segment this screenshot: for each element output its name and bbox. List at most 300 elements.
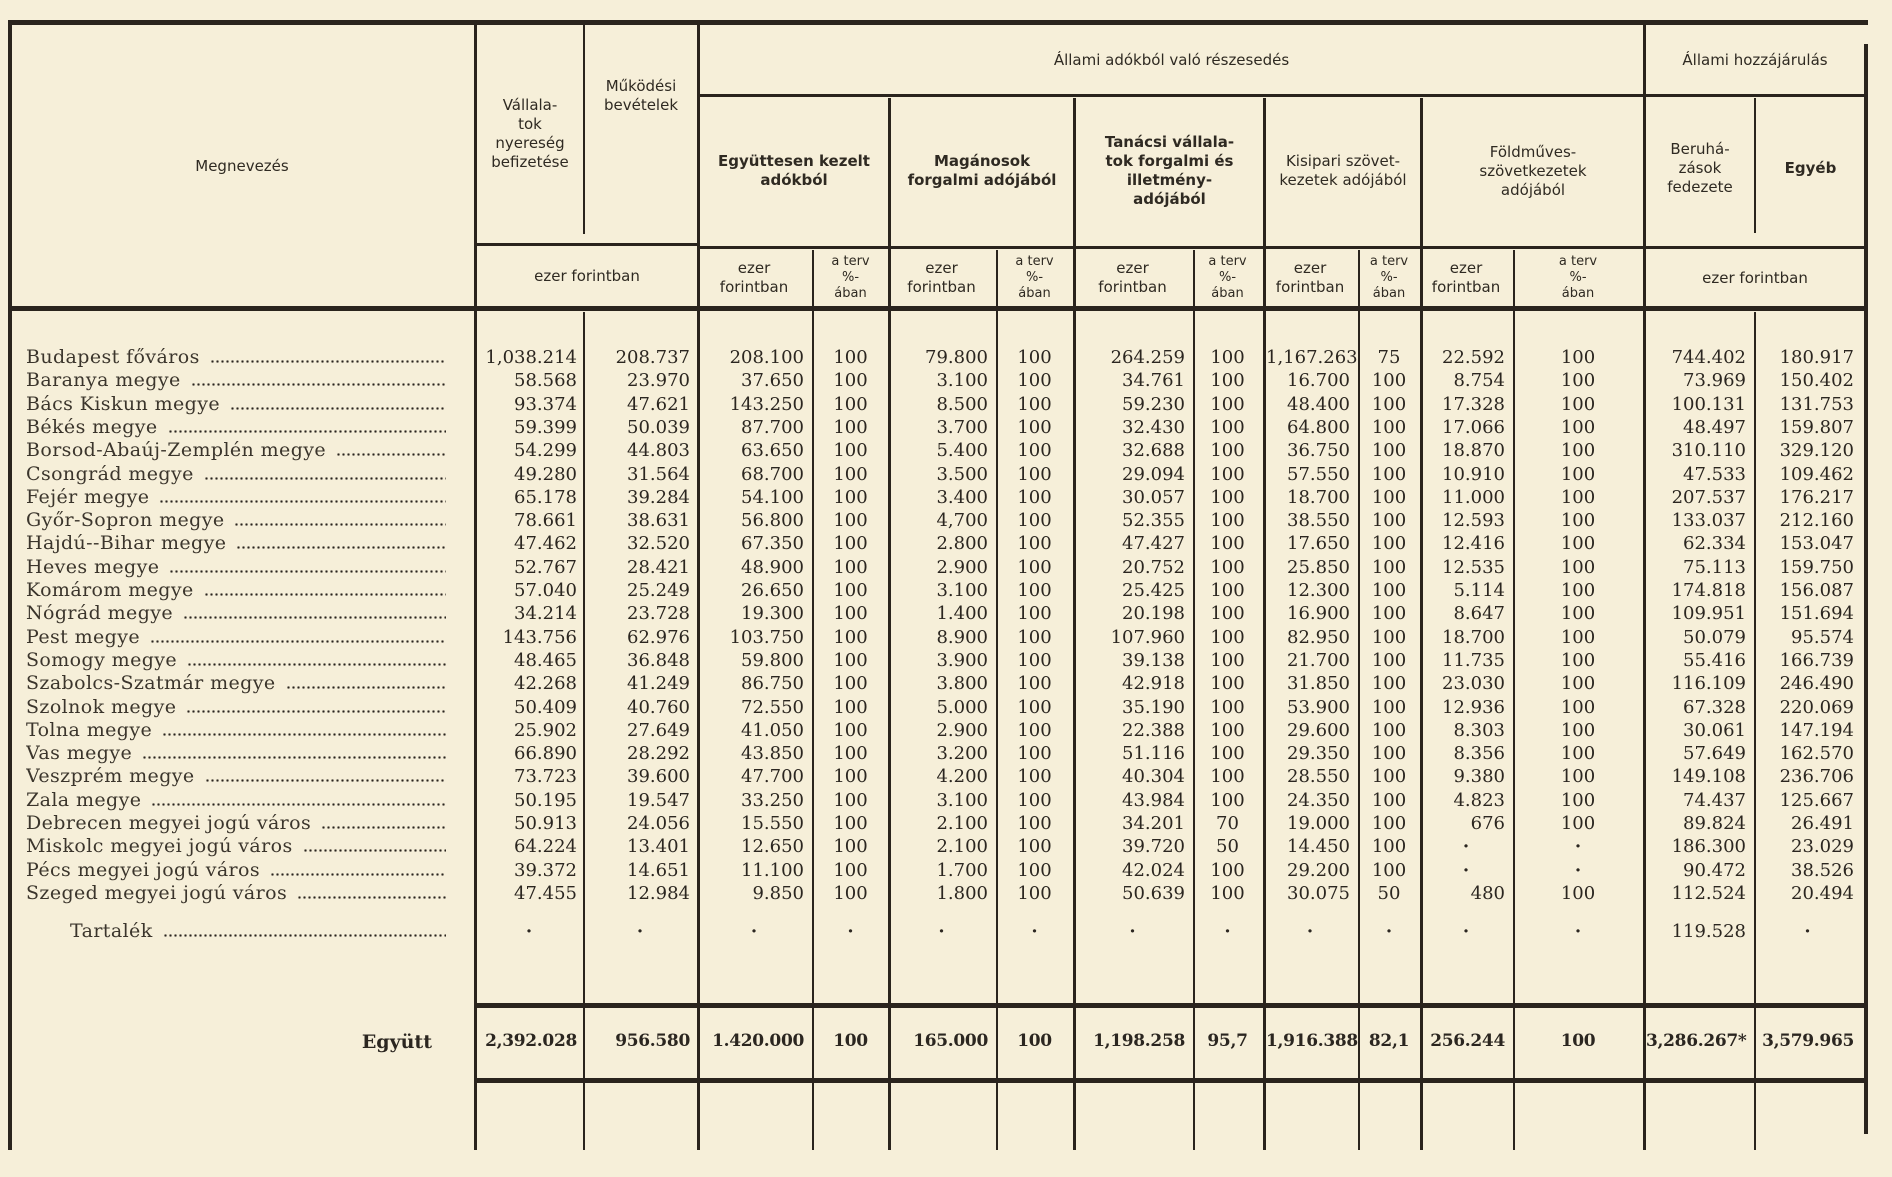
cell-value: 47.455 (514, 883, 577, 904)
cell-value: 143.250 (729, 394, 804, 415)
cell-value: 23.970 (627, 370, 690, 391)
cell-value: · (938, 921, 945, 942)
cell-value: 100 (1210, 487, 1245, 508)
cell-value: 48.400 (1287, 394, 1350, 415)
cell-value: 39.720 (1122, 836, 1185, 857)
cell-value: 34.214 (514, 603, 577, 624)
cell-value: 24.350 (1287, 790, 1350, 811)
leader-dots (205, 779, 446, 782)
row-name (26, 369, 446, 392)
cell-value: 59.800 (741, 650, 804, 671)
cell-value: 3.500 (936, 464, 988, 485)
cell-value: 208.737 (615, 347, 690, 368)
cell-value: 1,198.258 (1093, 1031, 1185, 1051)
header-kisipari: Kisipari szövet- kezetek adójából (1279, 152, 1407, 189)
cell-value: 100 (1210, 603, 1245, 624)
cell-value: 40.760 (627, 697, 690, 718)
cell-value: 100 (1017, 720, 1052, 741)
cell-value: 100 (1017, 394, 1052, 415)
cell-value: 100 (1371, 650, 1407, 671)
cell-value: 100 (1017, 487, 1052, 508)
cell-value: 100 (833, 464, 868, 485)
cell-value: 89.824 (1683, 813, 1746, 834)
cell-value: 75 (1377, 347, 1401, 368)
cell-value: 100 (833, 370, 868, 391)
cell-value: 47.533 (1683, 464, 1746, 485)
cell-value: 100 (1560, 603, 1596, 624)
col-rule-e1 (812, 250, 814, 1150)
row-name (26, 696, 446, 719)
cell-value: 14.450 (1287, 836, 1350, 857)
row-name-text: Komárom megye (26, 579, 194, 601)
cell-value: 44.803 (627, 440, 690, 461)
cell-value: 50 (1377, 883, 1401, 904)
cell-value: 95.574 (1791, 627, 1854, 648)
cell-value: 100 (833, 697, 868, 718)
cell-value: 100 (1210, 370, 1245, 391)
cell-value: 100 (1560, 557, 1596, 578)
leader-dots (150, 640, 446, 643)
cell-value: · (1031, 921, 1038, 942)
header-unit-terv: a terv %- ában (1369, 254, 1409, 301)
cell-value: 156.087 (1779, 580, 1854, 601)
cell-value: 256.244 (1430, 1031, 1505, 1051)
cell-value: 3,286.267* (1646, 1031, 1747, 1051)
cell-value: 207.537 (1671, 487, 1746, 508)
leader-dots (234, 523, 446, 526)
cell-value: 90.472 (1683, 860, 1746, 881)
row-name-text: Fejér megye (26, 486, 150, 508)
cell-value: 100 (1017, 533, 1052, 554)
leader-dots (210, 360, 446, 363)
header-unit-terv: a terv %- ában (1208, 254, 1247, 301)
cell-value: 100 (1371, 790, 1407, 811)
row-name (26, 393, 446, 416)
row-name-text: Bács Kiskun megye (26, 393, 220, 415)
header-unit-terv: a terv %- ában (1015, 254, 1054, 301)
cell-value: 8.303 (1453, 720, 1505, 741)
cell-value: 12.593 (1442, 510, 1505, 531)
header-beruhazasok: Beruhá- zások fedezete (1667, 139, 1733, 196)
row-name-text: Tartalék (70, 920, 153, 942)
leader-dots (336, 453, 446, 456)
cell-value: 100 (1210, 650, 1245, 671)
cell-value: 1.400 (936, 603, 988, 624)
leader-dots (321, 826, 446, 829)
header-unit-ezer: ezer forintban (907, 259, 976, 296)
cell-value: 17.066 (1442, 417, 1505, 438)
leader-dots (142, 756, 446, 759)
cell-value: 100 (1560, 510, 1596, 531)
cell-value: 30.075 (1287, 883, 1350, 904)
cell-value: 27.649 (627, 720, 690, 741)
cell-value: 131.753 (1779, 394, 1854, 415)
cell-value: 100 (1210, 883, 1245, 904)
cell-value: · (750, 921, 758, 942)
cell-value: 100 (1210, 464, 1245, 485)
cell-value: 109.462 (1779, 464, 1854, 485)
cell-value: 9.380 (1453, 766, 1505, 787)
cell-value: 47.462 (514, 533, 577, 554)
row-name-text: Nógrád megye (26, 602, 174, 624)
row-name-text: Békés megye (26, 416, 158, 438)
cell-value: 100 (1210, 557, 1245, 578)
cell-value: 100 (833, 580, 868, 601)
row-name-text: Vas megye (26, 742, 133, 764)
cell-value: 100 (1210, 580, 1245, 601)
cell-value: 100 (833, 417, 868, 438)
cell-value: 52.355 (1122, 510, 1185, 531)
leader-dots (169, 570, 446, 573)
row-name-text: Heves megye (26, 556, 160, 578)
cell-value: 100 (1210, 510, 1245, 531)
header-egyeb: Egyéb (1784, 158, 1837, 177)
row-name-text: Somogy megye (26, 649, 178, 671)
cell-value: 1,038.214 (485, 347, 577, 368)
cell-value: 66.890 (514, 743, 577, 764)
cell-value: 18.700 (1287, 487, 1350, 508)
row-name (26, 765, 446, 788)
header-unit-ezer: ezer forintban (719, 259, 789, 296)
cell-value: · (1462, 921, 1470, 942)
cell-value: 57.040 (514, 580, 577, 601)
cell-value: 2.900 (936, 557, 988, 578)
right-border (1864, 44, 1868, 1134)
cell-value: 67.350 (741, 533, 804, 554)
cell-value: 9.850 (752, 883, 804, 904)
cell-value: 28.292 (627, 743, 690, 764)
cell-value: 676 (1470, 813, 1505, 834)
cell-value: 100 (1017, 673, 1052, 694)
row-name-text: Pest megye (26, 626, 141, 648)
col-rule-vallalatok (583, 24, 585, 234)
cell-value: · (1574, 836, 1582, 857)
row-name-text: Szabolcs-Szatmár megye (26, 672, 276, 694)
cell-value: 8.500 (936, 394, 988, 415)
cell-value: 100 (1210, 394, 1245, 415)
cell-value: 103.750 (729, 627, 804, 648)
cell-value: 29.200 (1287, 860, 1350, 881)
row-name (26, 719, 446, 742)
row-name (26, 579, 446, 602)
cell-value: 1.420.000 (712, 1031, 804, 1051)
leader-dots (191, 383, 446, 386)
row-name (26, 812, 446, 835)
cell-value: 100 (1560, 673, 1596, 694)
cell-value: 100 (1210, 697, 1245, 718)
cell-value: 100 (1560, 697, 1596, 718)
cell-value: 30.057 (1122, 487, 1185, 508)
cell-value: 100.131 (1671, 394, 1746, 415)
col-rule-e2 (996, 250, 998, 1150)
cell-value: 64.800 (1287, 417, 1350, 438)
cell-value: 147.194 (1779, 720, 1854, 741)
cell-value: · (1462, 836, 1470, 857)
cell-value: 4.823 (1453, 790, 1505, 811)
leader-dots (286, 686, 446, 689)
cell-value: 32.520 (627, 533, 690, 554)
row-name (26, 835, 446, 858)
cell-value: 150.402 (1779, 370, 1854, 391)
cell-value: 100 (1017, 440, 1052, 461)
row-name (26, 556, 446, 579)
cell-value: 48.900 (741, 557, 804, 578)
cell-value: 100 (1560, 394, 1596, 415)
cell-value: 100 (1017, 627, 1052, 648)
header-unit-ezer: ezer forintban (1098, 259, 1167, 296)
cell-value: 100 (1371, 440, 1407, 461)
cell-value: 236.706 (1779, 766, 1854, 787)
cell-value: 82.950 (1287, 627, 1350, 648)
row-name-text: Csongrád megye (26, 463, 194, 485)
cell-value: 149.108 (1671, 766, 1746, 787)
header-egyuttesen: Együttesen kezelt adókból (718, 152, 870, 189)
cell-value: · (1804, 921, 1811, 942)
cell-value: 107.960 (1110, 627, 1185, 648)
cell-value: 100 (1017, 813, 1052, 834)
cell-value: 59.399 (514, 417, 577, 438)
cell-value: 50.195 (514, 790, 577, 811)
cell-value: 100 (1560, 347, 1596, 368)
cell-value: 47.700 (741, 766, 804, 787)
cell-value: 100 (1371, 603, 1407, 624)
row-name-text: Győr-Sopron megye (26, 509, 225, 531)
cell-value: 87.700 (741, 417, 804, 438)
cell-value: 100 (833, 603, 868, 624)
cell-value: 8.647 (1453, 603, 1505, 624)
row-name-text: Miskolc megyei jogú város (26, 835, 293, 857)
col-rule-e4 (1358, 250, 1360, 1150)
total-bottom-rule (475, 1078, 1868, 1083)
cell-value: 43.850 (741, 743, 804, 764)
cell-value: 19.547 (627, 790, 690, 811)
cell-value: 48.465 (514, 650, 577, 671)
cell-value: 47.427 (1122, 533, 1185, 554)
cell-value: 100 (1371, 417, 1407, 438)
header-unit-ezer: ezer forintban (1275, 259, 1345, 296)
leader-dots (236, 546, 446, 549)
cell-value: 1,167.263 (1266, 347, 1358, 368)
cell-value: 100 (1371, 836, 1407, 857)
cell-value: 54.299 (514, 440, 577, 461)
cell-value: 63.650 (741, 440, 804, 461)
header-allami-hozzajarulas: Állami hozzájárulás (1682, 51, 1828, 69)
cell-value: 67.328 (1683, 697, 1746, 718)
cell-value: 36.848 (627, 650, 690, 671)
cell-value: 38.631 (627, 510, 690, 531)
cell-value: 176.217 (1779, 487, 1854, 508)
cell-value: 23.029 (1791, 836, 1854, 857)
cell-value: 100 (1017, 766, 1052, 787)
cell-value: 100 (1560, 790, 1596, 811)
cell-value: 12.416 (1442, 533, 1505, 554)
cell-value: 100 (1017, 417, 1052, 438)
cell-value: 28.550 (1287, 766, 1350, 787)
cell-value: 51.116 (1122, 743, 1185, 764)
cell-value: 72.550 (741, 697, 804, 718)
cell-value: 11.735 (1442, 650, 1505, 671)
cell-value: 100 (1371, 487, 1407, 508)
cell-value: 26.491 (1791, 813, 1854, 834)
cell-value: 4.200 (936, 766, 988, 787)
cell-value: 100 (833, 813, 868, 834)
cell-value: 165.000 (913, 1031, 988, 1051)
cell-value: · (1224, 921, 1231, 942)
cell-value: 50.409 (514, 697, 577, 718)
cell-value: 2.100 (936, 836, 988, 857)
cell-value: 100 (1560, 883, 1596, 904)
cell-value: 329.120 (1779, 440, 1854, 461)
cell-value: 310.110 (1671, 440, 1746, 461)
cell-value: 100 (1560, 580, 1596, 601)
col-rule-beruhazas-body (1754, 312, 1756, 1150)
cell-value: 38.550 (1287, 510, 1350, 531)
cell-value: · (1462, 860, 1470, 881)
cell-value: 23.728 (627, 603, 690, 624)
cell-value: 956.580 (615, 1031, 690, 1051)
cell-value: 26.650 (741, 580, 804, 601)
cell-value: 93.374 (514, 394, 577, 415)
row-name (26, 416, 446, 439)
cell-value: 100 (1560, 464, 1596, 485)
cell-value: 100 (833, 1031, 868, 1051)
row-name-text: Budapest főváros (26, 346, 200, 368)
cell-value: 100 (1210, 533, 1245, 554)
col-rule-vallalatok-body (583, 312, 585, 1150)
cell-value: 109.951 (1671, 603, 1746, 624)
row-name (26, 672, 446, 695)
row-name-text: Baranya megye (26, 369, 181, 391)
cell-value: 100 (1017, 580, 1052, 601)
header-unit-ezer: ezer forintban (1431, 259, 1501, 296)
leader-dots (204, 477, 446, 480)
cell-value: 2,392.028 (485, 1031, 577, 1051)
leader-dots (297, 896, 446, 899)
cell-value: 11.100 (741, 860, 804, 881)
cell-value: 8.754 (1453, 370, 1505, 391)
cell-value: 31.850 (1287, 673, 1350, 694)
cell-value: 42.268 (514, 673, 577, 694)
cell-value: 15.550 (741, 813, 804, 834)
cell-value: 5.000 (936, 697, 988, 718)
cell-value: 100 (1560, 720, 1596, 741)
cell-value: 18.870 (1442, 440, 1505, 461)
cell-value: 100 (1371, 464, 1407, 485)
cell-value: 8.356 (1453, 743, 1505, 764)
cell-value: 50 (1216, 836, 1239, 857)
cell-value: 4,700 (936, 510, 988, 531)
cell-value: 20.198 (1122, 603, 1185, 624)
cell-value: · (636, 921, 644, 942)
cell-value: 100 (1017, 650, 1052, 671)
cell-value: 38.526 (1791, 860, 1854, 881)
cell-value: · (847, 921, 854, 942)
cell-value: 24.056 (627, 813, 690, 834)
cell-value: 21.700 (1287, 650, 1350, 671)
leader-dots (151, 803, 446, 806)
row-name (26, 486, 446, 509)
cell-value: 32.430 (1122, 417, 1185, 438)
cell-value: 2.800 (936, 533, 988, 554)
cell-value: 25.850 (1287, 557, 1350, 578)
cell-value: 5.114 (1453, 580, 1505, 601)
cell-value: 166.739 (1779, 650, 1854, 671)
cell-value: 56.800 (741, 510, 804, 531)
cell-value: 36.750 (1287, 440, 1350, 461)
cell-value: 29.094 (1122, 464, 1185, 485)
cell-value: 47.621 (627, 394, 690, 415)
cell-value: 62.334 (1683, 533, 1746, 554)
cell-value: 8.900 (936, 627, 988, 648)
cell-value: 2.900 (936, 720, 988, 741)
cell-value: 35.190 (1122, 697, 1185, 718)
cell-value: 48.497 (1683, 417, 1746, 438)
cell-value: 100 (1371, 743, 1407, 764)
cell-value: 100 (1017, 464, 1052, 485)
cell-value: 22.388 (1122, 720, 1185, 741)
cell-value: · (1306, 921, 1314, 942)
cell-value: 100 (1371, 720, 1407, 741)
cell-value: 3.400 (936, 487, 988, 508)
cell-value: 159.750 (1779, 557, 1854, 578)
cell-value: 125.667 (1779, 790, 1854, 811)
cell-value: 18.700 (1442, 627, 1505, 648)
cell-value: 73.969 (1683, 370, 1746, 391)
cell-value: 65.178 (514, 487, 577, 508)
cell-value: 100 (1017, 557, 1052, 578)
cell-value: · (1574, 921, 1582, 942)
cell-value: 162.570 (1779, 743, 1854, 764)
row-name-text: Szeged megyei jogú város (26, 882, 288, 904)
cell-value: 23.030 (1442, 673, 1505, 694)
leader-dots (230, 407, 446, 410)
col-rule-e5 (1513, 250, 1515, 1150)
leader-dots (186, 710, 446, 713)
cell-value: 3.200 (936, 743, 988, 764)
cell-value: 12.300 (1287, 580, 1350, 601)
cell-value: 3.700 (936, 417, 988, 438)
cell-value: 1.800 (936, 883, 988, 904)
row-name (26, 626, 446, 649)
cell-value: 186.300 (1671, 836, 1746, 857)
cell-value: 100 (833, 347, 868, 368)
cell-value: 100 (1210, 790, 1245, 811)
cell-value: 100 (1210, 720, 1245, 741)
cell-value: 16.700 (1287, 370, 1350, 391)
cell-value: 100 (833, 790, 868, 811)
cell-value: 100 (1560, 743, 1596, 764)
cell-value: 100 (1017, 370, 1052, 391)
row-name (26, 509, 446, 532)
cell-value: 100 (1210, 417, 1245, 438)
cell-value: 86.750 (741, 673, 804, 694)
cell-value: 119.528 (1671, 921, 1746, 942)
cell-value: 32.688 (1122, 440, 1185, 461)
cell-value: 37.650 (741, 370, 804, 391)
cell-value: 100 (833, 673, 868, 694)
cell-value: 100 (1560, 627, 1596, 648)
cell-value: 78.661 (514, 510, 577, 531)
cell-value: 82,1 (1368, 1031, 1410, 1051)
cell-value: 33.250 (741, 790, 804, 811)
cell-value: 480 (1470, 883, 1505, 904)
cell-value: 50.913 (514, 813, 577, 834)
header-bottom-rule (8, 306, 1868, 311)
cell-value: 20.752 (1122, 557, 1185, 578)
cell-value: 100 (1017, 510, 1052, 531)
cell-value: 100 (1017, 860, 1052, 881)
cell-value: 12.984 (627, 883, 690, 904)
